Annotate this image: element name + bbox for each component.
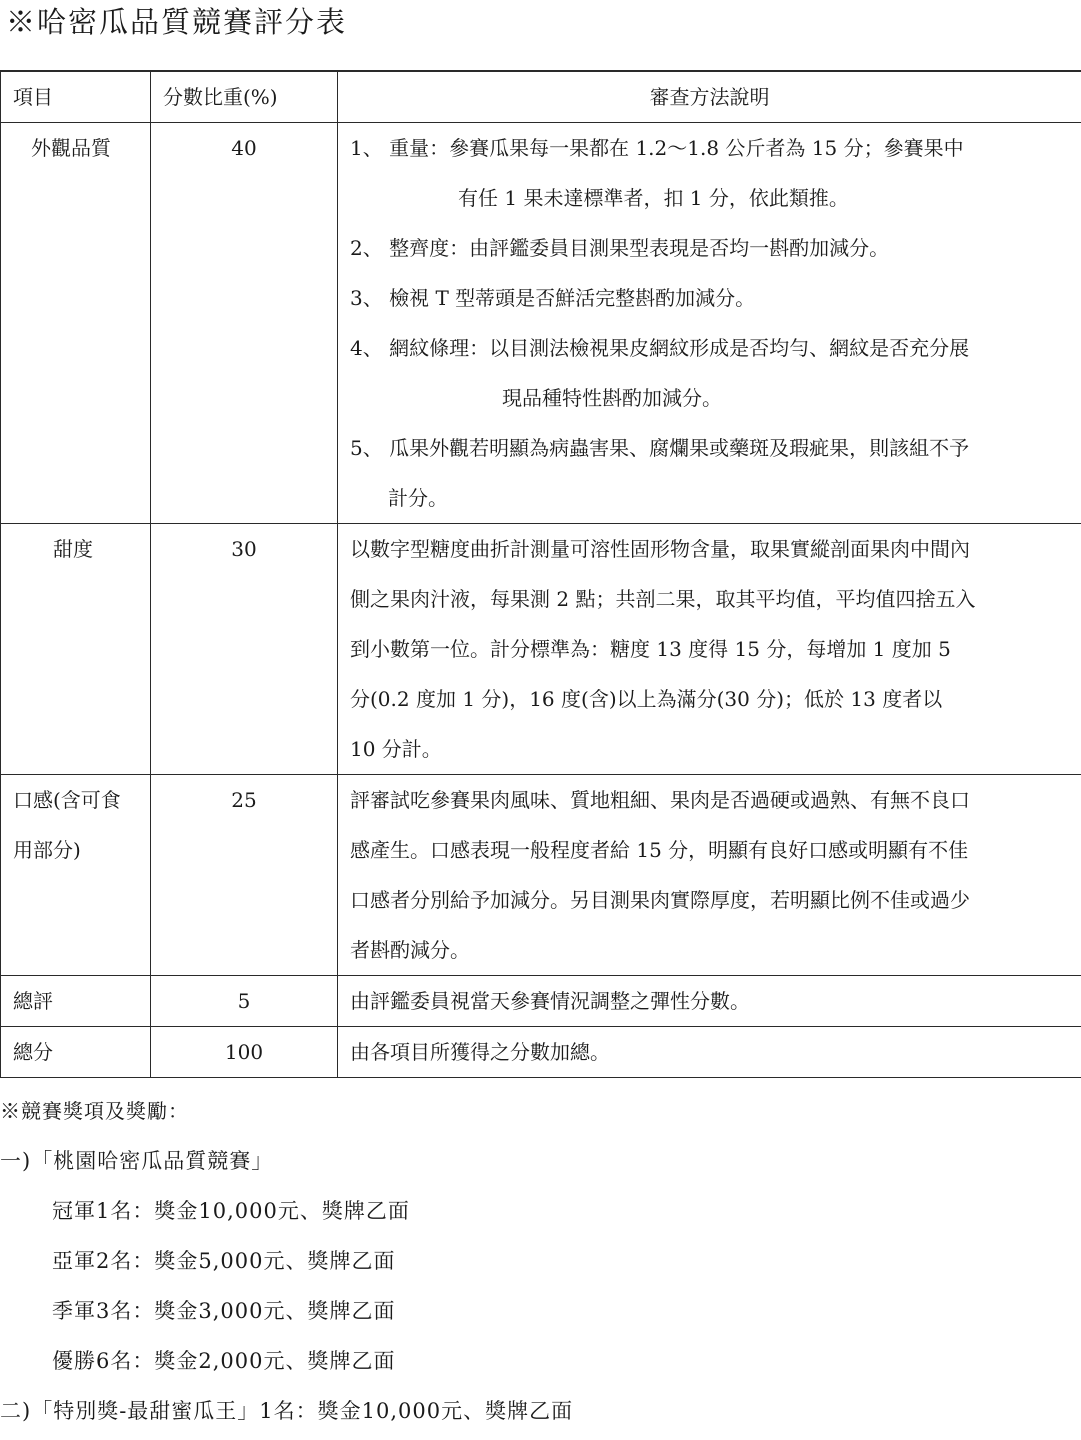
row-item-line: 用部分) [13, 825, 150, 875]
awards-section-1: 一)「桃園哈密瓜品質競賽」 [0, 1140, 573, 1190]
row-item: 外觀品質 [1, 123, 151, 524]
table-row [1, 123, 1081, 524]
desc-line: 者斟酌減分。 [350, 925, 1077, 975]
prize-item: 冠軍1名：獎金10,000元、獎牌乙面 [0, 1190, 573, 1240]
row-weight: 25 [151, 775, 338, 976]
scoring-table [0, 70, 1081, 1078]
page-title: ※哈密瓜品質競賽評分表 [6, 2, 347, 42]
desc-line: 評審試吃參賽果肉風味、質地粗細、果肉是否過硬或過熟、有無不良口 [350, 775, 1077, 825]
desc-line: 感產生。口感表現一般程度者給 15 分，明顯有良好口感或明顯有不佳 [350, 825, 1077, 875]
desc-line: 以數字型糖度曲折計測量可溶性固形物含量，取果實縱剖面果肉中間內 [350, 524, 1077, 574]
row-item: 總評 [1, 976, 151, 1027]
desc-line: 5、 瓜果外觀若明顯為病蟲害果、腐爛果或藥斑及瑕疵果，則該組不予 [350, 423, 1077, 473]
desc-line: 3、 檢視 T 型蒂頭是否鮮活完整斟酌加減分。 [350, 273, 1077, 323]
prize-item: 亞軍2名：獎金5,000元、獎牌乙面 [0, 1240, 573, 1290]
desc-line: 現品種特性斟酌加減分。 [350, 373, 1077, 423]
desc-line: 4、 網紋條理：以目測法檢視果皮網紋形成是否均勻、網紋是否充分展 [350, 323, 1077, 373]
row-description [338, 1027, 1081, 1078]
table-row [1, 775, 1081, 976]
header-method: 審查方法說明 [338, 71, 1081, 123]
row-item: 總分 [1, 1027, 151, 1078]
awards-heading: ※競賽獎項及獎勵： [0, 1090, 573, 1140]
awards-section-2: 二)「特別獎-最甜蜜瓜王」1名：獎金10,000元、獎牌乙面 [0, 1390, 573, 1440]
prize-item: 季軍3名：獎金3,000元、獎牌乙面 [0, 1290, 573, 1340]
row-weight: 100 [151, 1027, 338, 1078]
row-item [1, 775, 151, 976]
prize-item: 優勝6名：獎金2,000元、獎牌乙面 [0, 1340, 573, 1390]
desc-line: 由評鑑委員視當天參賽情況調整之彈性分數。 [350, 976, 1077, 1026]
header-item: 項目 [1, 71, 151, 123]
row-description [338, 775, 1081, 976]
awards-section [0, 1090, 573, 1440]
desc-line: 1、 重量：參賽瓜果每一果都在 1.2～1.8 公斤者為 15 分；參賽果中 [350, 123, 1077, 173]
row-description [338, 976, 1081, 1027]
table-header-row [1, 71, 1081, 123]
row-item-line: 口感(含可食 [13, 775, 150, 825]
row-item: 甜度 [1, 524, 151, 775]
desc-line: 2、 整齊度：由評鑑委員目測果型表現是否均一斟酌加減分。 [350, 223, 1077, 273]
desc-line: 有任 1 果未達標準者，扣 1 分，依此類推。 [350, 173, 1077, 223]
row-description [338, 123, 1081, 524]
desc-line: 計分。 [350, 473, 1077, 523]
desc-line: 由各項目所獲得之分數加總。 [350, 1027, 1077, 1077]
desc-line: 口感者分別給予加減分。另目測果肉實際厚度，若明顯比例不佳或過少 [350, 875, 1077, 925]
row-weight: 40 [151, 123, 338, 524]
desc-line: 側之果肉汁液，每果測 2 點；共剖二果，取其平均值，平均值四捨五入 [350, 574, 1077, 624]
table-row [1, 1027, 1081, 1078]
desc-line: 10 分計。 [350, 724, 1077, 774]
row-weight: 5 [151, 976, 338, 1027]
desc-line: 分(0.2 度加 1 分)，16 度(含)以上為滿分(30 分)；低於 13 度者以 [350, 674, 1077, 724]
header-weight: 分數比重(%) [151, 71, 338, 123]
table-row [1, 524, 1081, 775]
row-weight: 30 [151, 524, 338, 775]
row-description [338, 524, 1081, 775]
desc-line: 到小數第一位。計分標準為：糖度 13 度得 15 分，每增加 1 度加 5 [350, 624, 1077, 674]
table-row [1, 976, 1081, 1027]
